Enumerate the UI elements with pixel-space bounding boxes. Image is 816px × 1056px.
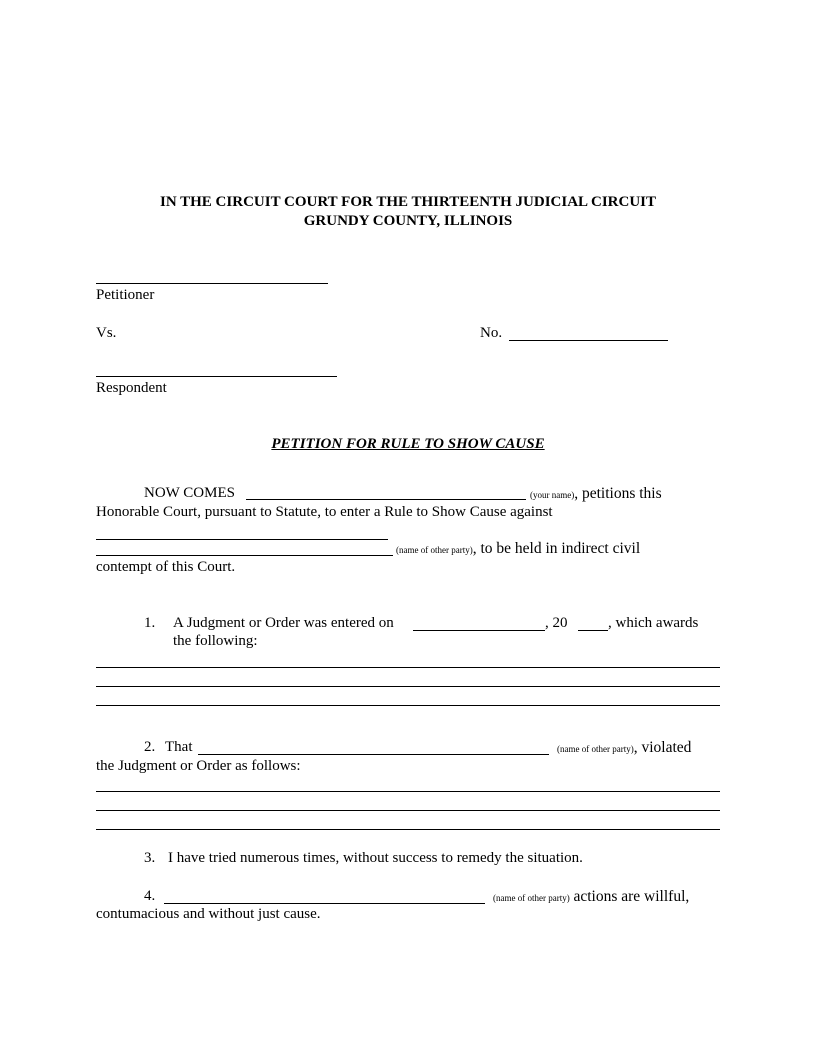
willful-party-field[interactable]	[164, 903, 485, 904]
other-party-field[interactable]	[96, 555, 393, 556]
vs-label: Vs.	[96, 325, 117, 341]
item-3-number: 3.	[144, 850, 156, 866]
violation-line-3[interactable]	[96, 829, 720, 830]
judgment-date-field[interactable]	[413, 630, 545, 631]
item-3-text: I have tried numerous times, without success to remedy the situation.	[168, 850, 583, 866]
violating-party-field[interactable]	[198, 754, 549, 755]
to-be-held-text: , to be held in indirect civil	[472, 540, 641, 557]
item-1-text-a: A Judgment or Order was entered on	[173, 615, 394, 631]
item-4-line-2: contumacious and without just cause.	[96, 906, 321, 922]
other-party-field-upper[interactable]	[96, 539, 388, 540]
other-party-hint: (name of other party)	[396, 545, 473, 555]
respondent-label: Respondent	[96, 380, 167, 396]
item-1-year-prefix: , 20	[545, 615, 568, 631]
item-2-number: 2.	[144, 739, 156, 755]
item-2-violated: , violated	[633, 739, 692, 756]
item-2-that: That	[165, 739, 193, 755]
document-title: PETITION FOR RULE TO SHOW CAUSE	[271, 436, 545, 452]
your-name-hint: (your name)	[530, 490, 575, 500]
violation-line-2[interactable]	[96, 810, 720, 811]
awards-line-2[interactable]	[96, 686, 720, 687]
intro-line-2: Honorable Court, pursuant to Statute, to enter a Rule to Show Cause against	[96, 504, 553, 520]
item-2-line-2: the Judgment or Order as follows:	[96, 758, 301, 774]
petitioner-label: Petitioner	[96, 287, 155, 303]
case-no-label: No.	[480, 325, 503, 341]
item-4-actions: actions are willful,	[573, 888, 690, 905]
county-heading: GRUNDY COUNTY, ILLINOIS	[303, 213, 513, 229]
petitions-this-text: , petitions this	[574, 485, 662, 502]
your-name-field[interactable]	[246, 499, 526, 500]
case-number-field[interactable]	[509, 340, 668, 341]
violation-line-1[interactable]	[96, 791, 720, 792]
petitioner-name-field[interactable]	[96, 283, 328, 284]
respondent-name-field[interactable]	[96, 376, 337, 377]
court-heading: IN THE CIRCUIT COURT FOR THE THIRTEENTH JUDICIAL CIRCUIT	[159, 194, 656, 210]
item-4-other-party-hint: (name of other party)	[493, 893, 570, 903]
now-comes-text: NOW COMES	[144, 485, 235, 501]
item-1-text-c: , which awards	[608, 615, 699, 631]
judgment-year-field[interactable]	[578, 630, 608, 631]
intro-line-4: contempt of this Court.	[96, 559, 236, 575]
item-1-number: 1.	[144, 615, 156, 631]
item-4-number: 4.	[144, 888, 156, 904]
item-1-text-d: the following:	[173, 633, 258, 649]
awards-line-3[interactable]	[96, 705, 720, 706]
item-2-other-party-hint: (name of other party)	[557, 744, 634, 754]
awards-line-1[interactable]	[96, 667, 720, 668]
